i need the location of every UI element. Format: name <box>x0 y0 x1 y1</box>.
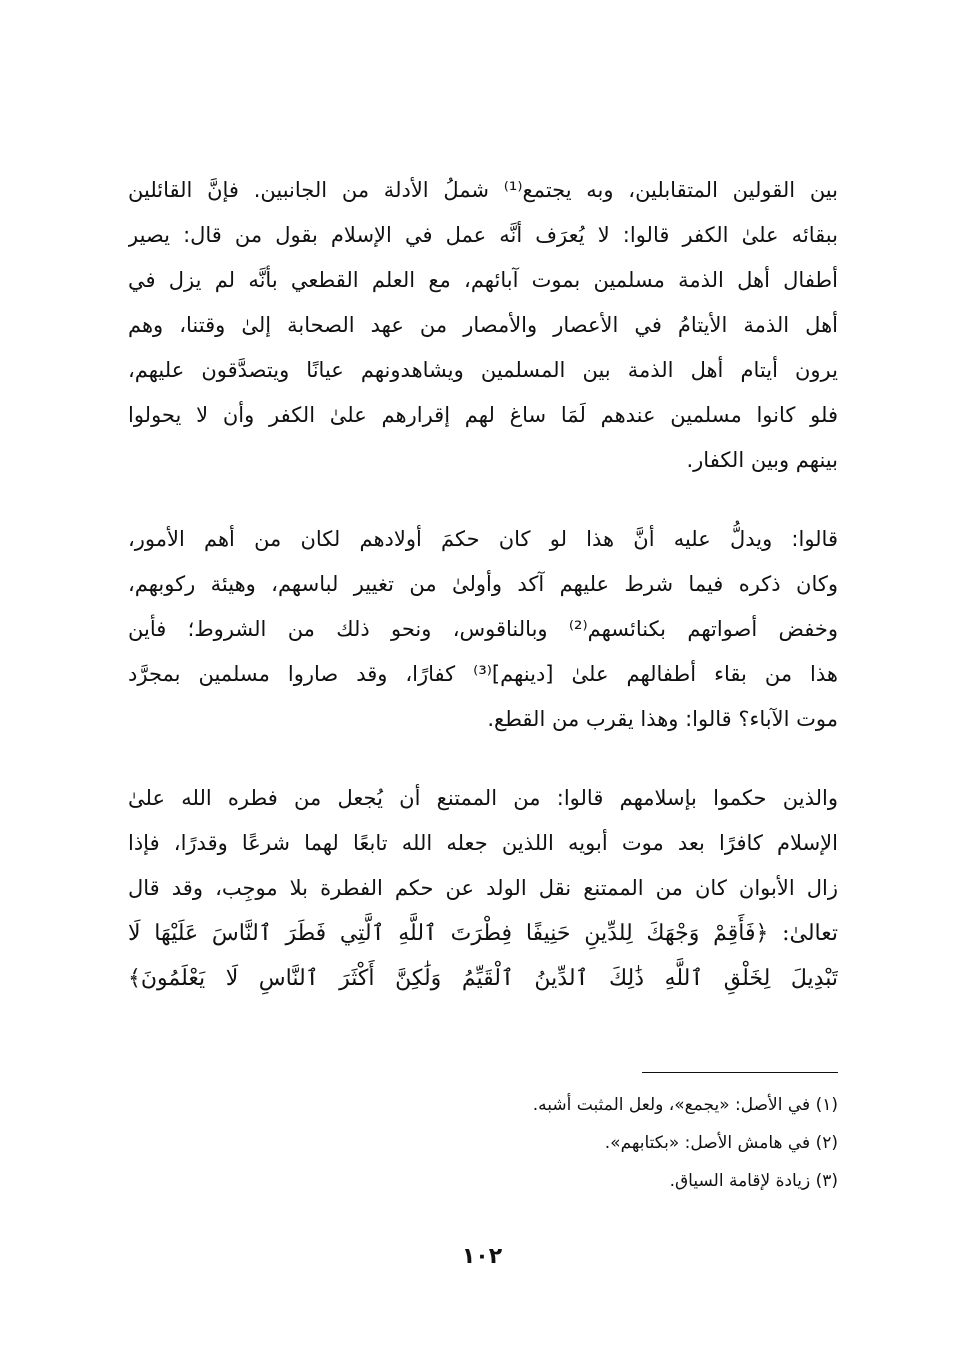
footnote-2: (٢) في هامش الأصل: «بكتابهم». <box>604 1133 838 1153</box>
paragraph-3 <box>128 776 838 1001</box>
footnote-3: (٣) زيادة لإقامة السياق. <box>669 1171 838 1191</box>
paragraph-2 <box>128 517 838 742</box>
footnote-1: (١) في الأصل: «يجمع»، ولعل المثبت أشبه. <box>532 1095 838 1115</box>
paragraph-line: الإسلام كافرًا بعد موت أبويه اللذين جعله الله تابعًا لهما شرعًا وقدرًا، فإذا <box>128 831 838 855</box>
footnotes <box>300 1086 838 1200</box>
paragraph-line: وكان ذكره فيما شرط عليهم آكد وأولىٰ من تغيير لباسهم، وهيئة ركوبهم، <box>128 572 838 596</box>
paragraph-1 <box>128 168 838 483</box>
quran-verse-line: تعالىٰ: ﴿فَأَقِمْ وَجْهَكَ لِلدِّينِ حَنِيفًا فِطْرَتَ ٱللَّهِ ٱلَّتِي فَطَرَ ٱلنَّاسَ عَلَيْهَا لَا <box>128 921 838 946</box>
paragraph-line: أهل الذمة الأيتامُ في الأعصار والأمصار من عهد الصحابة إلىٰ وقتنا، وهم <box>128 313 838 337</box>
paragraph-line: هذا من بقاء أطفالهم علىٰ [دينهم]⁽³⁾ كفارًا، وقد صاروا مسلمين بمجرَّد <box>128 662 838 686</box>
paragraph-line: موت الآباء؟ قالوا: وهذا يقرب من القطع. <box>487 707 838 731</box>
paragraph-line: بين القولين المتقابلين، وبه يجتمع⁽¹⁾ شملُ الأدلة من الجانبين. فإنَّ القائلين <box>128 178 838 202</box>
footnote-separator <box>642 1072 838 1073</box>
paragraph-line: والذين حكموا بإسلامهم قالوا: من الممتنع أن يُجعل من فطره الله علىٰ <box>128 786 838 810</box>
paragraph-line: وخفض أصواتهم بكنائسهم⁽²⁾ وبالناقوس، ونحو ذلك من الشروط؛ فأين <box>128 617 838 641</box>
paragraph-line: قالوا: ويدلُّ عليه أنَّ هذا لو كان حكمَ أولادهم لكان من أهم الأمور، <box>128 527 838 551</box>
paragraph-line: يرون أيتام أهل الذمة بين المسلمين ويشاهدونهم عيانًا ويتصدَّقون عليهم، <box>128 358 838 382</box>
paragraph-line: زال الأبوان كان من الممتنع نقل الولد عن حكم الفطرة بلا موجِب، وقد قال <box>128 876 838 900</box>
paragraph-line: بينهم وبين الكفار. <box>686 448 838 472</box>
paragraph-line: ببقائه علىٰ الكفر قالوا: لا يُعرَف أنَّه عمل في الإسلام بقول من قال: يصير <box>128 223 838 247</box>
quran-verse-line: تَبْدِيلَ لِخَلْقِ ٱللَّهِ ذَٰلِكَ ٱلدِّينُ ٱلْقَيِّمُ وَلَٰكِنَّ أَكْثَرَ ٱلنَّاسِ لَا يَعْلَمُونَ﴾ <box>128 966 838 991</box>
page-number: ١٠٢ <box>461 1244 503 1269</box>
paragraph-line: فلو كانوا مسلمين عندهم لَمَا ساغ لهم إقرارهم علىٰ الكفر وأن لا يحولوا <box>128 403 838 427</box>
paragraph-line: أطفال أهل الذمة مسلمين بموت آبائهم، مع العلم القطعي بأنَّه لم يزل في <box>128 268 838 292</box>
